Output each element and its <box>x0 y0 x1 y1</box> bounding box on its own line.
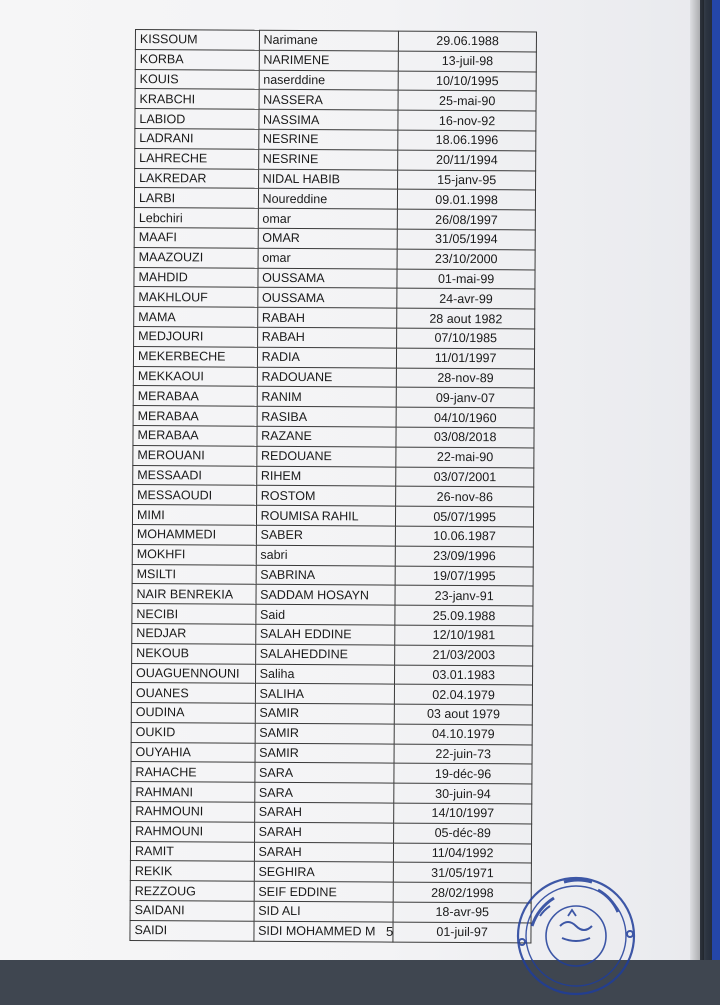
table-row <box>133 346 534 368</box>
last-name-cell: MAHDID <box>134 267 258 288</box>
table-row <box>131 821 532 843</box>
names-table-body <box>130 30 537 943</box>
table-row <box>133 406 534 428</box>
table-row <box>132 524 533 546</box>
last-name-cell: OUYAHIA <box>131 742 255 763</box>
first-name-cell: NARIMENE <box>259 50 399 71</box>
first-name-cell: sabri <box>256 545 396 566</box>
birth-date-cell: 20/11/1994 <box>398 150 536 171</box>
table-row <box>133 485 534 507</box>
birth-date-cell: 14/10/1997 <box>394 803 532 824</box>
last-name-cell: MERABAA <box>133 425 257 446</box>
birth-date-cell: 18.06.1996 <box>398 130 536 151</box>
table-row <box>135 49 536 71</box>
birth-date-cell: 24-avr-99 <box>397 288 535 309</box>
birth-date-cell: 05-déc-89 <box>394 823 532 844</box>
birth-date-cell: 01-mai-99 <box>397 269 535 290</box>
table-row <box>135 168 536 190</box>
first-name-cell: Saliha <box>255 664 395 685</box>
first-name-cell: SALAH EDDINE <box>255 624 395 645</box>
birth-date-cell: 11/01/1997 <box>397 348 535 369</box>
first-name-cell: NASSERA <box>259 90 399 111</box>
last-name-cell: MERABAA <box>133 386 257 407</box>
birth-date-cell: 15-janv-95 <box>398 170 536 191</box>
birth-date-cell: 04/10/1960 <box>396 407 534 428</box>
first-name-cell: SIDI MOHAMMED M <box>254 921 394 942</box>
birth-date-cell: 22-juin-73 <box>394 744 532 765</box>
first-name-cell: RADOUANE <box>257 367 397 388</box>
table-row <box>132 604 533 626</box>
birth-date-cell: 03.01.1983 <box>395 665 533 686</box>
last-name-cell: KISSOUM <box>135 30 259 51</box>
table-row <box>131 762 532 784</box>
birth-date-cell: 23/09/1996 <box>396 546 534 567</box>
last-name-cell: MAAZOUZI <box>134 247 258 268</box>
table-row <box>132 584 533 606</box>
first-name-cell: SAMIR <box>255 743 395 764</box>
background-edge <box>712 0 720 960</box>
last-name-cell: RAMIT <box>130 841 254 862</box>
first-name-cell: SABRINA <box>256 565 396 586</box>
table-row <box>134 227 535 249</box>
last-name-cell: REKIK <box>130 861 254 882</box>
table-row <box>132 643 533 665</box>
first-name-cell: RABAH <box>257 327 397 348</box>
first-name-cell: SADDAM HOSAYN <box>256 585 396 606</box>
last-name-cell: OUDINA <box>131 703 255 724</box>
last-name-cell: NECIBI <box>132 604 256 625</box>
table-row <box>132 564 533 586</box>
table-row <box>131 782 532 804</box>
first-name-cell: RIHEM <box>256 466 396 487</box>
last-name-cell: KORBA <box>135 49 259 70</box>
first-name-cell: RADIA <box>257 347 397 368</box>
birth-date-cell: 19-déc-96 <box>394 764 532 785</box>
last-name-cell: KOUIS <box>135 69 259 90</box>
last-name-cell: SAIDANI <box>130 901 254 922</box>
first-name-cell: ROUMISA RAHIL <box>256 505 396 526</box>
table-row <box>133 386 534 408</box>
first-name-cell: SARAH <box>254 802 394 823</box>
birth-date-cell: 26-nov-86 <box>396 486 534 507</box>
birth-date-cell: 18-avr-95 <box>393 902 531 923</box>
first-name-cell: SAMIR <box>255 703 395 724</box>
table-row <box>130 841 531 863</box>
table-row <box>132 623 533 645</box>
last-name-cell: MEDJOURI <box>134 326 258 347</box>
table-row <box>134 307 535 329</box>
birth-date-cell: 09.01.1998 <box>398 189 536 210</box>
table-row <box>130 901 531 923</box>
last-name-cell: MOHAMMEDI <box>132 524 256 545</box>
birth-date-cell: 31/05/1994 <box>397 229 535 250</box>
birth-date-cell: 31/05/1971 <box>394 863 532 884</box>
birth-date-cell: 03 aout 1979 <box>395 704 533 725</box>
first-name-cell: omar <box>258 248 398 269</box>
last-name-cell: MIMI <box>132 505 256 526</box>
last-name-cell: LAHRECHE <box>135 148 259 169</box>
table-row <box>130 861 531 883</box>
table-row <box>132 544 533 566</box>
birth-date-cell: 16-nov-92 <box>398 110 536 131</box>
table-row <box>132 505 533 527</box>
table-row <box>133 425 534 447</box>
table-row <box>135 109 536 131</box>
birth-date-cell: 07/10/1985 <box>397 328 535 349</box>
table-row <box>130 881 531 903</box>
names-table-wrapper <box>129 29 537 943</box>
last-name-cell: OUANES <box>131 683 255 704</box>
birth-date-cell: 03/07/2001 <box>396 467 534 488</box>
last-name-cell: Lebchiri <box>134 208 258 229</box>
first-name-cell: Narimane <box>259 30 399 51</box>
table-row <box>131 722 532 744</box>
first-name-cell: SALIHA <box>255 684 395 705</box>
first-name-cell: REDOUANE <box>256 446 396 467</box>
last-name-cell: NAIR BENREKIA <box>132 584 256 605</box>
birth-date-cell: 19/07/1995 <box>395 566 533 587</box>
birth-date-cell: 02.04.1979 <box>395 684 533 705</box>
last-name-cell: NEKOUB <box>132 643 256 664</box>
last-name-cell: REZZOUG <box>130 881 254 902</box>
birth-date-cell: 22-mai-90 <box>396 447 534 468</box>
page-number: 5 <box>386 924 394 939</box>
table-row <box>135 148 536 170</box>
table-row <box>135 30 536 52</box>
birth-date-cell: 23/10/2000 <box>397 249 535 270</box>
table-row <box>134 287 535 309</box>
first-name-cell: SID ALI <box>254 901 394 922</box>
table-row <box>131 683 532 705</box>
last-name-cell: MSILTI <box>132 564 256 585</box>
table-row <box>134 188 535 210</box>
table-row <box>135 128 536 150</box>
birth-date-cell: 25-mai-90 <box>398 91 536 112</box>
table-row <box>134 247 535 269</box>
first-name-cell: Said <box>255 604 395 625</box>
birth-date-cell: 28-nov-89 <box>397 368 535 389</box>
first-name-cell: SEGHIRA <box>254 862 394 883</box>
birth-date-cell: 26/08/1997 <box>398 209 536 230</box>
stamp-seal-icon <box>512 872 640 1000</box>
first-name-cell: Noureddine <box>258 189 398 210</box>
first-name-cell: NESRINE <box>258 149 398 170</box>
last-name-cell: MEKKAOUI <box>133 366 257 387</box>
birth-date-cell: 21/03/2003 <box>395 645 533 666</box>
official-stamp <box>512 872 640 1000</box>
last-name-cell: MAKHLOUF <box>134 287 258 308</box>
last-name-cell: RAHMOUNI <box>131 821 255 842</box>
first-name-cell: SEIF EDDINE <box>254 882 394 903</box>
last-name-cell: RAHACHE <box>131 762 255 783</box>
table-row <box>131 703 532 725</box>
last-name-cell: MAMA <box>134 307 258 328</box>
last-name-cell: MEKERBECHE <box>133 346 257 367</box>
birth-date-cell: 25.09.1988 <box>395 605 533 626</box>
first-name-cell: RANIM <box>257 387 397 408</box>
last-name-cell: LARBI <box>134 188 258 209</box>
table-row <box>133 465 534 487</box>
last-name-cell: SAIDI <box>130 920 254 941</box>
last-name-cell: OUAGUENNOUNI <box>132 663 256 684</box>
table-row <box>134 326 535 348</box>
table-row <box>135 69 536 91</box>
table-row <box>133 445 534 467</box>
first-name-cell: OUSSAMA <box>257 288 397 309</box>
first-name-cell: OMAR <box>258 228 398 249</box>
table-row <box>131 742 532 764</box>
birth-date-cell: 29.06.1988 <box>399 31 537 52</box>
first-name-cell: SARA <box>255 763 395 784</box>
birth-date-cell: 30-juin-94 <box>394 783 532 804</box>
table-row <box>131 802 532 824</box>
names-table <box>129 29 537 943</box>
last-name-cell: MESSAOUDI <box>133 485 257 506</box>
table-row <box>134 208 535 230</box>
last-name-cell: LAKREDAR <box>135 168 259 189</box>
first-name-cell: NESRINE <box>258 129 398 150</box>
birth-date-cell: 28 aout 1982 <box>397 308 535 329</box>
birth-date-cell: 10.06.1987 <box>396 526 534 547</box>
last-name-cell: MESSAADI <box>133 465 257 486</box>
first-name-cell: NIDAL HABIB <box>258 169 398 190</box>
first-name-cell: SABER <box>256 525 396 546</box>
last-name-cell: NEDJAR <box>132 623 256 644</box>
first-name-cell: naserddine <box>259 70 399 91</box>
first-name-cell: SARAH <box>254 842 394 863</box>
last-name-cell: MEROUANI <box>133 445 257 466</box>
table-row <box>134 267 535 289</box>
last-name-cell: RAHMOUNI <box>131 802 255 823</box>
last-name-cell: MERABAA <box>133 406 257 427</box>
birth-date-cell: 13-juil-98 <box>399 51 537 72</box>
last-name-cell: MOKHFI <box>132 544 256 565</box>
birth-date-cell: 05/07/1995 <box>396 506 534 527</box>
birth-date-cell: 01-juil-97 <box>393 922 531 943</box>
first-name-cell: RABAH <box>257 307 397 328</box>
first-name-cell: omar <box>258 208 398 229</box>
birth-date-cell: 11/04/1992 <box>394 843 532 864</box>
first-name-cell: NASSIMA <box>258 109 398 130</box>
birth-date-cell: 03/08/2018 <box>396 427 534 448</box>
last-name-cell: RAHMANI <box>131 782 255 803</box>
first-name-cell: SALAHEDDINE <box>255 644 395 665</box>
birth-date-cell: 12/10/1981 <box>395 625 533 646</box>
last-name-cell: LADRANI <box>135 128 259 149</box>
last-name-cell: OUKID <box>131 722 255 743</box>
first-name-cell: ROSTOM <box>256 486 396 507</box>
table-row <box>135 89 536 111</box>
table-row <box>130 920 531 942</box>
first-name-cell: SARAH <box>254 822 394 843</box>
first-name-cell: SAMIR <box>255 723 395 744</box>
birth-date-cell: 10/10/1995 <box>398 71 536 92</box>
last-name-cell: MAAFI <box>134 227 258 248</box>
table-row <box>132 663 533 685</box>
birth-date-cell: 04.10.1979 <box>394 724 532 745</box>
first-name-cell: SARA <box>254 783 394 804</box>
last-name-cell: LABIOD <box>135 109 259 130</box>
birth-date-cell: 09-janv-07 <box>396 387 534 408</box>
first-name-cell: RAZANE <box>257 426 397 447</box>
last-name-cell: KRABCHI <box>135 89 259 110</box>
first-name-cell: RASIBA <box>257 406 397 427</box>
first-name-cell: OUSSAMA <box>258 268 398 289</box>
birth-date-cell: 23-janv-91 <box>395 585 533 606</box>
birth-date-cell: 28/02/1998 <box>393 882 531 903</box>
page-edge-shadow <box>690 0 704 960</box>
table-row <box>133 366 534 388</box>
